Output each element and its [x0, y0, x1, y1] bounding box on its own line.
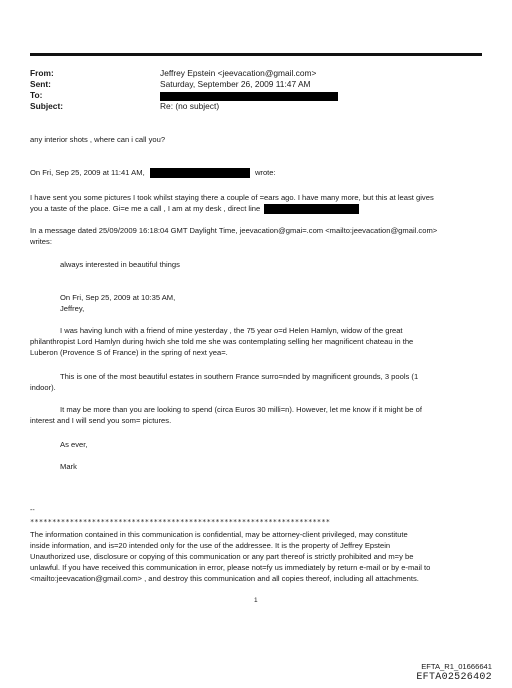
msg-line1: In a message dated 25/09/2009 16:18:04 GMT Daylight Time, jeevacation@gmai=.com <mailto:jeevacation@gmail.com>: [30, 226, 438, 235]
para3-line1: This is one of the most beautiful estates in southern France surro=nded by magnificent grounds, 3 pools (1: [60, 372, 419, 381]
disclaimer-line5: <mailto:jeevacation@gmail.com> , and destroy this communication and all copies thereof, including all attachments.: [30, 574, 419, 583]
para2-line3: Luberon (Provence S of France) in the spring of next yea=.: [30, 348, 228, 357]
separator-dashes: --: [30, 507, 35, 514]
subject-value: Re: (no subject): [160, 101, 220, 111]
para1-line2: [30, 204, 359, 215]
signoff: As ever,: [60, 440, 88, 449]
to-label: To:: [30, 90, 43, 100]
para2-line1: I was having lunch with a friend of mine yesterday , the 75 year o=d Helen Hamlyn, widow of the great: [60, 326, 403, 335]
para1-line2-text: you a taste of the place. Gi=e me a call , I am at my desk , direct line: [30, 204, 261, 213]
from-value: Jeffrey Epstein <jeevacation@gmail.com>: [160, 68, 317, 78]
separator-stars: ********************************************************************: [30, 518, 331, 526]
quote1-prefix: On Fri, Sep 25, 2009 at 11:41 AM,: [30, 168, 145, 177]
sent-value: Saturday, September 26, 2009 11:47 AM: [160, 79, 311, 89]
header-rule: [30, 53, 482, 56]
disclaimer-line4: unlawful. If you have received this communication in error, please not=fy us immediately by return e-mail or by e-mail to: [30, 563, 431, 572]
msg-line2: writes:: [30, 237, 52, 246]
signature: Mark: [60, 462, 77, 471]
disclaimer-line2: inside information, and is=20 intended only for the use of the addressee. It is the property of Jeffrey Epstein: [30, 541, 391, 550]
para1-line1: I have sent you some pictures I took whilst staying there a couple of =ears ago. I have many more, but this at least gives: [30, 193, 434, 202]
para3-line2: indoor).: [30, 383, 56, 392]
para2-line2: philanthropist Lord Hamlyn during hwich she told me she was contemplating selling her magnificent chateau in the: [30, 337, 414, 346]
always-line: always interested in beautiful things: [60, 260, 180, 269]
subject-label: Subject:: [30, 101, 64, 111]
disclaimer-line3: Unauthorized use, disclosure or copying of this communication or any part thereof is strictly prohibited and m=y be: [30, 552, 414, 561]
disclaimer-line1: The information contained in this communication is confidential, may be attorney-client privileged, may constitute: [30, 530, 408, 539]
redaction-box: [264, 204, 359, 214]
sent-label: Sent:: [30, 79, 51, 89]
para4-line1: It may be more than you are looking to spend (circa Euros 30 milli=n). However, let me know if it might be of: [60, 405, 422, 414]
reply-line: any interior shots , where can i call you?: [30, 135, 166, 144]
redaction-box: [160, 92, 338, 101]
redaction-box: [150, 168, 250, 178]
page-number: 1: [254, 597, 258, 604]
salutation: Jeffrey,: [60, 304, 85, 313]
from-label: From:: [30, 68, 54, 78]
quote2-line: On Fri, Sep 25, 2009 at 10:35 AM,: [60, 293, 176, 302]
para4-line2: interest and I will send you som= pictures.: [30, 416, 172, 425]
bates-number-large: EFTA02526402: [416, 672, 492, 683]
quote1-suffix: wrote:: [254, 168, 276, 177]
quote1-line: [30, 168, 276, 179]
bates-number-small: EFTA_R1_01666641: [421, 662, 492, 671]
